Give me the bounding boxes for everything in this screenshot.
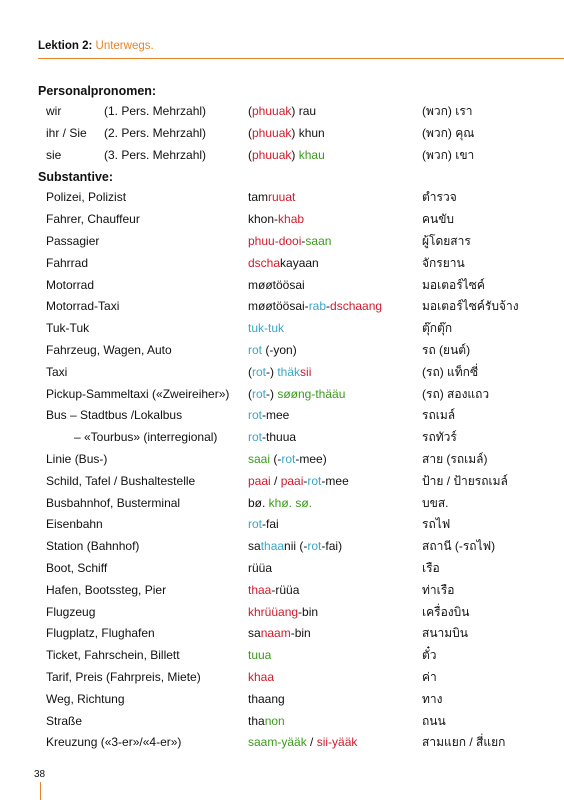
thai-script: ท่าเรือ bbox=[422, 582, 455, 597]
vocab-row bbox=[38, 602, 558, 624]
vocab-row bbox=[38, 123, 558, 145]
thai-script: มอเตอร์ไซค์รับจ้าง bbox=[422, 299, 519, 314]
transliteration-segment: - bbox=[326, 299, 331, 314]
transliteration-segment: khrüüang bbox=[248, 604, 299, 619]
transliteration bbox=[248, 449, 327, 471]
transliteration-segment: -fai bbox=[262, 517, 279, 532]
transliteration-segment: rot bbox=[248, 408, 263, 423]
transliteration-segment: ) rau bbox=[291, 104, 317, 118]
transliteration-segment: -bin bbox=[298, 604, 319, 619]
transliteration-segment: naam bbox=[260, 626, 291, 641]
transliteration-segment: ( bbox=[248, 104, 252, 118]
vocab-row bbox=[38, 514, 558, 536]
thai-script: เครื่องบิน bbox=[422, 604, 470, 619]
chapter-label: Lektion 2: bbox=[38, 40, 93, 52]
transliteration bbox=[248, 405, 289, 427]
thai-script: คนขับ bbox=[422, 212, 455, 227]
header-rule bbox=[38, 58, 564, 59]
transliteration-segment: paai bbox=[280, 473, 304, 488]
thai-script: ถนน bbox=[422, 713, 446, 728]
thai-script: (รถ) แท็กซี่ bbox=[422, 364, 479, 379]
german-term: – «Tourbus» (interregional) bbox=[74, 430, 218, 445]
vocab-row bbox=[38, 101, 558, 123]
german-term: Hafen, Bootssteg, Pier bbox=[46, 582, 167, 597]
transliteration-segment: - bbox=[301, 233, 306, 248]
transliteration bbox=[248, 536, 342, 558]
grammar-note: (3. Pers. Mehrzahl) bbox=[104, 147, 207, 162]
transliteration-segment: khau bbox=[298, 147, 325, 162]
thai-script: (พวก) เขา bbox=[422, 147, 475, 162]
vocab-row bbox=[38, 296, 558, 318]
german-term: ihr / Sie bbox=[46, 125, 87, 140]
transliteration-segment: ) bbox=[291, 147, 299, 162]
transliteration-segment: sø. bbox=[295, 495, 313, 510]
transliteration-segment: khon- bbox=[248, 212, 279, 227]
german-term: Tuk-Tuk bbox=[46, 321, 90, 336]
transliteration bbox=[248, 340, 297, 362]
transliteration-segment: ( bbox=[248, 125, 252, 140]
transliteration-segment: nii (- bbox=[284, 539, 308, 554]
german-term: Fahrrad bbox=[46, 255, 89, 270]
german-term: Flugplatz, Flughafen bbox=[46, 626, 155, 641]
transliteration bbox=[248, 318, 284, 340]
thai-script: จักรยาน bbox=[422, 255, 465, 270]
transliteration-segment: rab bbox=[308, 299, 327, 314]
german-term: Boot, Schiff bbox=[46, 560, 108, 575]
vocab-row bbox=[38, 711, 558, 733]
german-term: Straße bbox=[46, 713, 83, 728]
chapter-subtitle: Unterwegs. bbox=[95, 40, 154, 52]
transliteration-segment: -mee bbox=[262, 408, 290, 423]
vocab-row bbox=[38, 580, 558, 602]
transliteration-segment: tuk-tuk bbox=[248, 321, 285, 336]
transliteration-segment: -rüüa bbox=[271, 582, 300, 597]
transliteration-segment: thaa bbox=[260, 539, 285, 554]
german-term: Motorrad bbox=[46, 277, 95, 292]
vocab-row bbox=[38, 253, 558, 275]
transliteration-segment: -) bbox=[266, 364, 278, 379]
vocab-row bbox=[38, 275, 558, 297]
transliteration bbox=[248, 689, 285, 711]
thai-script: ผู้โดยสาร bbox=[422, 233, 471, 248]
german-term: Bus – Stadtbus /Lokalbus bbox=[46, 408, 183, 423]
transliteration-segment: -bin bbox=[290, 626, 311, 641]
vocabulary-list bbox=[38, 80, 558, 754]
vocab-row bbox=[38, 536, 558, 558]
thai-script: สนามบิน bbox=[422, 626, 468, 641]
german-term: Fahrzeug, Wagen, Auto bbox=[46, 342, 172, 357]
transliteration-segment: sa bbox=[248, 539, 261, 554]
section-title: Substantive: bbox=[38, 170, 114, 185]
transliteration-segment: ( bbox=[248, 386, 252, 401]
transliteration-segment: khø. bbox=[268, 495, 293, 510]
thai-script: สถานี (-รถไฟ) bbox=[422, 539, 496, 554]
transliteration-segment: thaa bbox=[248, 582, 272, 597]
grammar-note: (1. Pers. Mehrzahl) bbox=[104, 104, 207, 118]
transliteration bbox=[248, 187, 295, 209]
transliteration-segment: paai bbox=[248, 473, 271, 488]
german-term: Passagier bbox=[46, 233, 100, 248]
transliteration bbox=[248, 384, 345, 406]
transliteration-segment: rot bbox=[252, 364, 267, 379]
transliteration-segment: phuu-dooi bbox=[248, 233, 302, 248]
thai-script: สามแยก / สี่แยก bbox=[422, 735, 506, 750]
transliteration-segment: bø. bbox=[248, 495, 269, 510]
transliteration-segment: rot bbox=[248, 430, 263, 445]
transliteration-segment: -mee) bbox=[295, 451, 327, 466]
transliteration-segment: - bbox=[303, 473, 308, 488]
transliteration bbox=[248, 558, 272, 580]
transliteration-segment: / bbox=[306, 735, 317, 750]
transliteration-segment: (-yon) bbox=[262, 342, 297, 357]
transliteration-segment: -fai) bbox=[321, 539, 343, 554]
transliteration-segment: (- bbox=[270, 451, 282, 466]
transliteration-segment: rot bbox=[248, 517, 263, 532]
thai-script: รถทัวร์ bbox=[422, 430, 457, 445]
thai-script: (รถ) สองแถว bbox=[422, 386, 490, 401]
vocab-row bbox=[38, 209, 558, 231]
transliteration-segment: møøtöösai- bbox=[248, 299, 309, 314]
transliteration-segment: saai bbox=[248, 451, 271, 466]
transliteration bbox=[248, 493, 312, 515]
transliteration-segment: tha bbox=[248, 713, 265, 728]
thai-script: ค่า bbox=[422, 669, 437, 684]
vocab-row bbox=[38, 340, 558, 362]
transliteration-segment: thaang bbox=[248, 691, 285, 706]
vocab-row bbox=[38, 623, 558, 645]
transliteration bbox=[248, 580, 299, 602]
transliteration bbox=[248, 711, 285, 733]
transliteration bbox=[248, 514, 279, 536]
transliteration bbox=[248, 362, 311, 384]
thai-script: รถ (ยนต์) bbox=[422, 342, 471, 357]
german-term: Busbahnhof, Busterminal bbox=[46, 495, 181, 510]
transliteration-segment: non bbox=[264, 713, 285, 728]
transliteration-segment: søøng-thääu bbox=[277, 386, 346, 401]
transliteration-segment: ruuat bbox=[268, 190, 296, 205]
german-term: Linie (Bus-) bbox=[46, 451, 108, 466]
vocab-row bbox=[38, 231, 558, 253]
transliteration bbox=[248, 209, 304, 231]
transliteration bbox=[248, 602, 318, 624]
transliteration-segment: ( bbox=[248, 147, 252, 162]
german-term: Station (Bahnhof) bbox=[46, 539, 140, 554]
transliteration bbox=[248, 231, 331, 253]
transliteration-segment: khaa bbox=[248, 669, 275, 684]
transliteration bbox=[248, 253, 319, 275]
transliteration bbox=[248, 275, 305, 297]
vocab-row bbox=[38, 318, 558, 340]
transliteration-segment: tuua bbox=[248, 648, 272, 663]
transliteration-segment: ( bbox=[248, 364, 252, 379]
german-term: Kreuzung («3-er»/«4-er») bbox=[46, 735, 182, 750]
thai-script: รถไฟ bbox=[422, 517, 451, 532]
vocab-row bbox=[38, 493, 558, 515]
transliteration-segment: -) bbox=[266, 386, 278, 401]
transliteration-segment: ) khun bbox=[291, 125, 325, 140]
german-term: Fahrer, Chauffeur bbox=[46, 212, 140, 227]
german-term: Eisenbahn bbox=[46, 517, 103, 532]
transliteration-segment: rot bbox=[248, 342, 263, 357]
vocab-row bbox=[38, 732, 558, 754]
german-term: Taxi bbox=[46, 364, 68, 379]
transliteration-segment: phuuak bbox=[252, 125, 292, 140]
transliteration-segment: khab bbox=[278, 212, 305, 227]
vocab-row bbox=[38, 645, 558, 667]
vocab-row bbox=[38, 362, 558, 384]
german-term: Tarif, Preis (Fahrpreis, Miete) bbox=[46, 669, 201, 684]
vocab-row bbox=[38, 471, 558, 493]
german-term: Pickup-Sammeltaxi («Zweireiher») bbox=[46, 386, 230, 401]
german-term: sie bbox=[46, 147, 62, 162]
transliteration-segment: rot bbox=[307, 539, 322, 554]
transliteration bbox=[248, 123, 325, 145]
thai-script: มอเตอร์ไซค์ bbox=[422, 277, 485, 292]
transliteration-segment: rot bbox=[281, 451, 296, 466]
thai-script: เรือ bbox=[422, 560, 440, 575]
grammar-note: (2. Pers. Mehrzahl) bbox=[104, 125, 207, 140]
transliteration-segment: -thuua bbox=[262, 430, 297, 445]
german-term: Weg, Richtung bbox=[46, 691, 125, 706]
transliteration-segment: sii bbox=[300, 364, 312, 379]
vocab-row bbox=[38, 405, 558, 427]
thai-script: รถเมล์ bbox=[422, 408, 456, 423]
transliteration bbox=[248, 471, 349, 493]
transliteration-segment: phuuak bbox=[252, 147, 292, 162]
transliteration-segment: sii-yääk bbox=[316, 735, 358, 750]
transliteration-segment: rot bbox=[307, 473, 322, 488]
page-number: 38 bbox=[34, 769, 46, 780]
vocab-row bbox=[38, 384, 558, 406]
transliteration-segment: sa bbox=[248, 626, 261, 641]
vocab-row bbox=[38, 667, 558, 689]
german-term: Motorrad-Taxi bbox=[46, 299, 120, 314]
german-term: wir bbox=[46, 104, 62, 118]
thai-script: (พวก) เรา bbox=[422, 104, 473, 118]
thai-script: ตุ๊กตุ๊ก bbox=[422, 321, 453, 336]
transliteration bbox=[248, 645, 271, 667]
transliteration bbox=[248, 623, 311, 645]
transliteration-segment: dscha bbox=[248, 255, 281, 270]
page-margin-mark bbox=[40, 782, 41, 800]
transliteration bbox=[248, 296, 382, 318]
transliteration bbox=[248, 427, 296, 449]
vocab-row bbox=[38, 145, 558, 167]
transliteration-segment: dschaang bbox=[330, 299, 383, 314]
thai-script: ทาง bbox=[422, 691, 443, 706]
german-term: Polizei, Polizist bbox=[46, 190, 127, 205]
vocab-row bbox=[38, 449, 558, 471]
german-term: Flugzeug bbox=[46, 604, 96, 619]
page-header bbox=[38, 40, 564, 52]
transliteration-segment: møøtöösai bbox=[248, 277, 305, 292]
transliteration bbox=[248, 732, 357, 754]
transliteration bbox=[248, 667, 274, 689]
thai-script: สาย (รถเมล์) bbox=[422, 451, 488, 466]
transliteration-segment: tam bbox=[248, 190, 269, 205]
vocab-row bbox=[38, 689, 558, 711]
vocab-row bbox=[38, 427, 558, 449]
german-term: Ticket, Fahrschein, Billett bbox=[46, 648, 180, 663]
section-title: Personalpronomen: bbox=[38, 84, 157, 98]
thai-script: ตั๋ว bbox=[422, 648, 437, 663]
transliteration-segment: saam-yääk bbox=[248, 735, 307, 750]
vocab-row bbox=[38, 558, 558, 580]
transliteration-segment: phuuak bbox=[252, 104, 292, 118]
thai-script: บขส. bbox=[422, 495, 449, 510]
thai-script: ตำรวจ bbox=[422, 190, 457, 205]
transliteration-segment: / bbox=[270, 473, 281, 488]
german-term: Schild, Tafel / Bushaltestelle bbox=[46, 473, 196, 488]
transliteration-segment: rot bbox=[252, 386, 267, 401]
transliteration bbox=[248, 145, 325, 167]
vocab-row bbox=[38, 187, 558, 209]
thai-script: ป้าย / ป้ายรถเมล์ bbox=[422, 473, 508, 488]
thai-script: (พวก) คุณ bbox=[422, 125, 475, 140]
transliteration bbox=[248, 101, 316, 123]
transliteration-segment: -mee bbox=[321, 473, 349, 488]
transliteration-segment: kayaan bbox=[280, 255, 319, 270]
transliteration-segment: rüüa bbox=[248, 560, 273, 575]
transliteration-segment: thäk bbox=[277, 364, 301, 379]
transliteration-segment: saan bbox=[305, 233, 332, 248]
